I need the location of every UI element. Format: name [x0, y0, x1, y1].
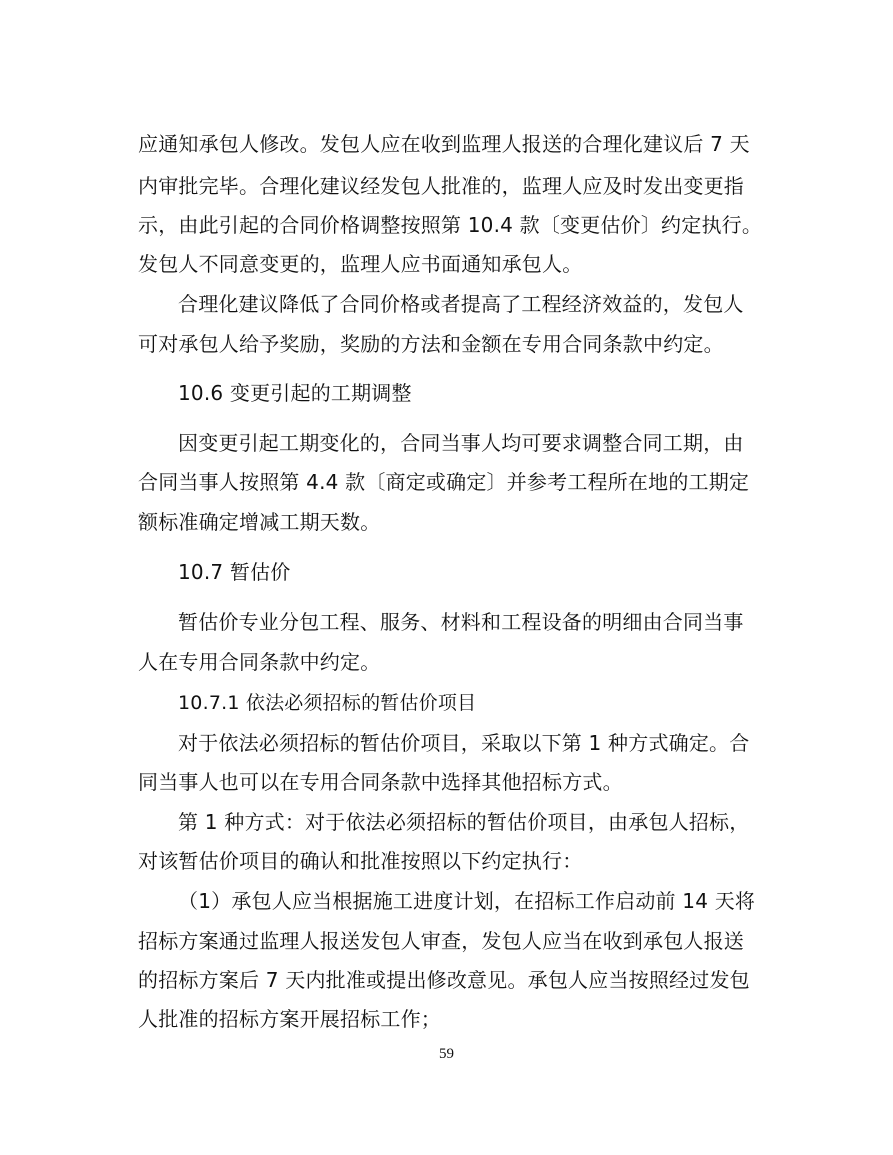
paragraph-line: 应通知承包人修改。发包人应在收到监理人报送的合理化建议后 7 天 [138, 132, 750, 156]
paragraph-line: 合理化建议降低了合同价格或者提高了工程经济效益的，发包人 [178, 292, 744, 316]
paragraph-line: 人批准的招标方案开展招标工作； [138, 1007, 441, 1031]
paragraph-line: 对于依法必须招标的暂估价项目，采取以下第 1 种方式确定。合 [178, 731, 750, 755]
subsection-heading-10-7-1: 10.7.1 依法必须招标的暂估价项目 [178, 692, 477, 714]
page-number: 59 [439, 1046, 454, 1062]
section-heading-10-7: 10.7 暂估价 [178, 560, 291, 584]
paragraph-line: （1）承包人应当根据施工进度计划，在招标工作启动前 14 天将 [178, 889, 756, 913]
paragraph-line: 额标准确定增减工期天数。 [138, 510, 381, 534]
paragraph-line: 第 1 种方式：对于依法必须招标的暂估价项目，由承包人招标， [178, 810, 750, 834]
paragraph-line: 示，由此引起的合同价格调整按照第 10.4 款〔变更估价〕约定执行。 [138, 213, 763, 237]
section-heading-10-6: 10.6 变更引起的工期调整 [178, 381, 412, 405]
paragraph-line: 内审批完毕。合理化建议经发包人批准的，监理人应及时发出变更指 [138, 174, 744, 198]
paragraph-line: 暂估价专业分包工程、服务、材料和工程设备的明细由合同当事 [178, 610, 744, 634]
paragraph-line: 人在专用合同条款中约定。 [138, 650, 381, 674]
paragraph-line: 发包人不同意变更的，监理人应书面通知承包人。 [138, 252, 583, 276]
paragraph-line: 招标方案通过监理人报送发包人审查，发包人应当在收到承包人报送 [138, 929, 744, 953]
paragraph-line: 因变更引起工期变化的，合同当事人均可要求调整合同工期，由 [178, 431, 744, 455]
paragraph-line: 合同当事人按照第 4.4 款〔商定或确定〕并参考工程所在地的工期定 [138, 470, 750, 494]
paragraph-line: 的招标方案后 7 天内批准或提出修改意见。承包人应当按照经过发包 [138, 968, 750, 992]
paragraph-line: 同当事人也可以在专用合同条款中选择其他招标方式。 [138, 770, 623, 794]
paragraph-line: 可对承包人给予奖励，奖励的方法和金额在专用合同条款中约定。 [138, 332, 724, 356]
paragraph-line: 对该暂估价项目的确认和批准按照以下约定执行： [138, 849, 583, 873]
